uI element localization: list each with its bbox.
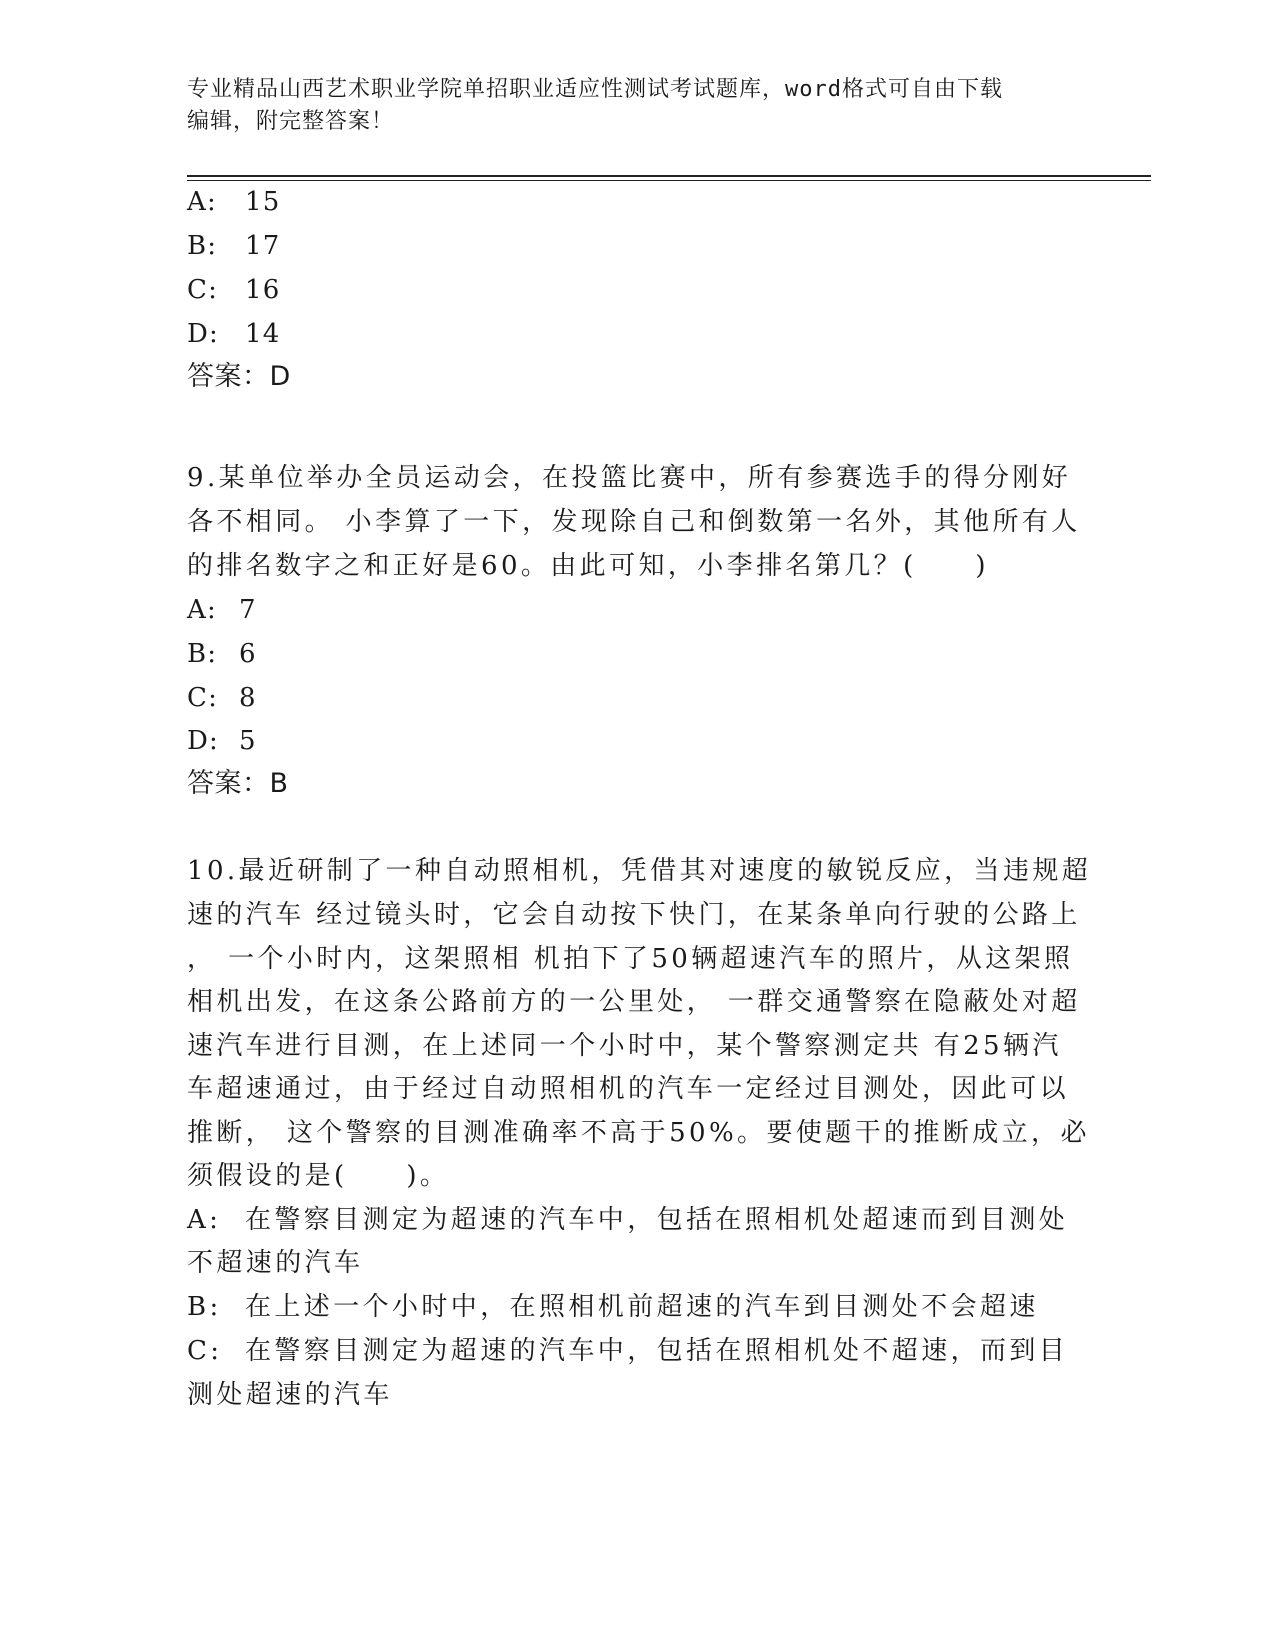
option-value: 7 (239, 595, 257, 625)
option-value: 16 (245, 275, 281, 305)
q10-text-line: 速汽车进行目测，在上述同一个小时中，某个警察测定共 有25辆汽 (187, 1031, 1062, 1061)
option-key: B: (187, 639, 218, 669)
option-key: A: (187, 595, 217, 625)
header-line-1: 专业精品山西艺术职业学院单招职业适应性测试考试题库，word格式可自由下载 (187, 77, 1003, 102)
page-header (187, 74, 1067, 138)
q9-option-c (187, 681, 257, 715)
header-divider-thick (187, 175, 1151, 177)
q10-option-c (187, 1334, 1068, 1368)
q10-option-a (187, 1203, 1068, 1237)
option-key: C: (187, 683, 219, 713)
option-value: 14 (245, 319, 281, 349)
q9-text-line: 各不相同。 小李算了一下，发现除自己和倒数第一名外，其他所有人 (187, 507, 1081, 537)
q10-text-line: ， 一个小时内，这架照相 机拍下了50辆超速汽车的照片，从这架照 (187, 944, 1074, 974)
q10-text-line: 推断， 这个警察的目测准确率不高于50%。要使题干的推断成立，必 (187, 1118, 1090, 1148)
option-value: 15 (245, 187, 281, 217)
option-text: 在上述一个小时中，在照相机前超速的汽车到目测处不会超速 (245, 1292, 1039, 1322)
option-key: D: (187, 319, 220, 349)
q10-text-line: 须假设的是( )。 (187, 1161, 450, 1191)
q8-option-d (187, 317, 280, 351)
option-key: D: (187, 726, 220, 756)
option-key: A: (187, 1205, 222, 1235)
option-key: C: (187, 1336, 223, 1366)
option-value: 6 (239, 639, 257, 669)
q8-option-b (187, 229, 280, 263)
option-key: A: (187, 187, 217, 217)
option-value: 5 (239, 726, 257, 756)
option-key: C: (187, 275, 219, 305)
q10-text-line: 速的汽车 经过镜头时，它会自动按下快门，在某条单向行驶的公路上 (187, 900, 1081, 930)
option-text: 在警察目测定为超速的汽车中，包括在照相机处不超速，而到目 (245, 1336, 1069, 1366)
option-text: 在警察目测定为超速的汽车中，包括在照相机处超速而到目测处 (245, 1205, 1069, 1235)
option-key: B: (187, 231, 218, 261)
q9-option-d (187, 724, 257, 758)
q10-option-c-continued: 测处超速的汽车 (187, 1380, 393, 1410)
q9-option-a (187, 593, 257, 627)
q8-option-c (187, 273, 280, 307)
q9-answer: 答案：B (187, 768, 289, 799)
q9-text-line: 的排名数字之和正好是60。由此可知，小李排名第几？( ) (187, 551, 989, 581)
option-value: 17 (245, 231, 281, 261)
q8-option-a (187, 185, 280, 219)
header-divider-thin (187, 180, 1151, 181)
option-key: B: (187, 1292, 222, 1322)
q10-text-line: 10.最近研制了一种自动照相机，凭借其对速度的敏锐反应，当违规超 (187, 856, 1092, 886)
header-line-2: 编辑，附完整答案！ (187, 109, 395, 134)
q10-text-line: 车超速通过，由于经过自动照相机的汽车一定经过目测处，因此可以 (187, 1074, 1070, 1104)
q10-option-b (187, 1290, 1039, 1324)
q9-option-b (187, 637, 257, 671)
q9-text-line: 9.某单位举办全员运动会，在投篮比赛中，所有参赛选手的得分刚好 (187, 463, 1072, 493)
q10-text-line: 相机出发，在这条公路前方的一公里处， 一群交通警察在隐蔽处对超 (187, 987, 1081, 1017)
option-value: 8 (239, 683, 257, 713)
q10-option-a-continued: 不超速的汽车 (187, 1248, 364, 1278)
q8-answer: 答案：D (187, 361, 291, 392)
